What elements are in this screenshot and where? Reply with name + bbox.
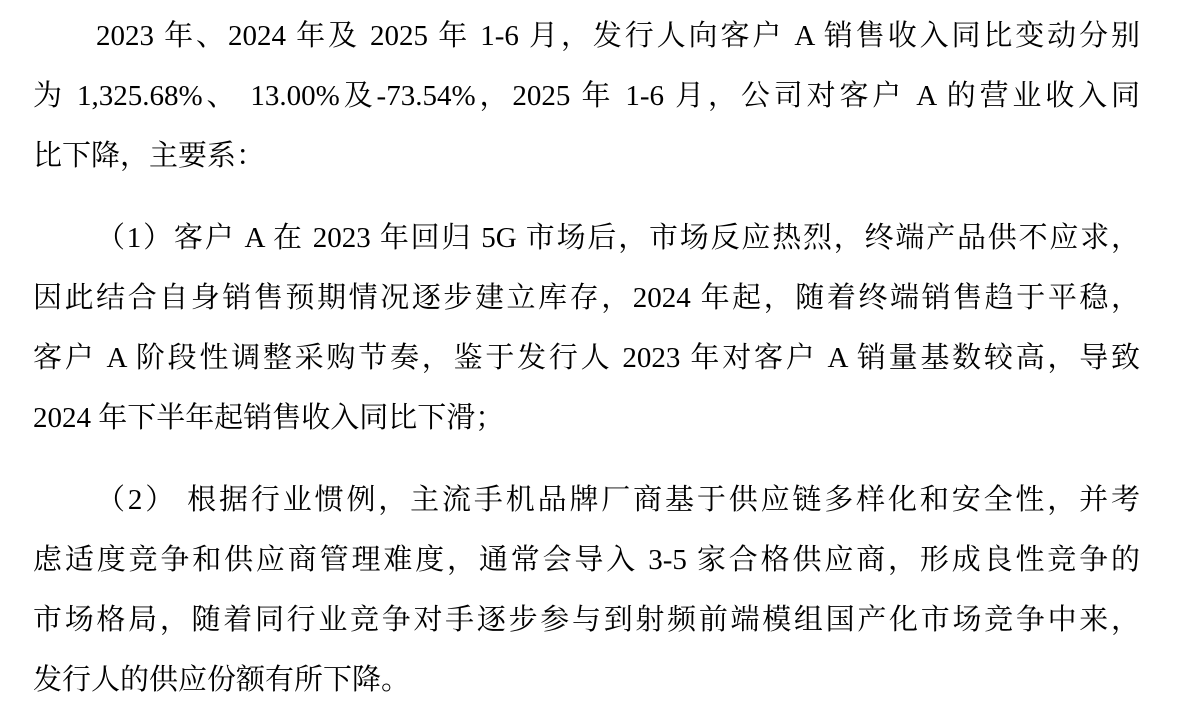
text-line: 发行人的供应份额有所下降。 bbox=[33, 664, 411, 696]
text-line: 2023 年、2024 年及 2025 年 1-6 月，发行人向客户 A 销售收入同比变动分别 bbox=[96, 20, 1140, 52]
text-line: 为 1,325.68%、 13.00%及-73.54%，2025 年 1-6 月，公司对客户 A 的营业收入同 bbox=[33, 80, 1140, 112]
document-body bbox=[33, 6, 1140, 710]
paragraph bbox=[33, 6, 1140, 186]
text-line: 市场格局，随着同行业竞争对手逐步参与到射频前端模组国产化市场竞争中来， bbox=[33, 604, 1140, 636]
paragraph bbox=[33, 208, 1140, 448]
text-line: 客户 A 阶段性调整采购节奏，鉴于发行人 2023 年对客户 A 销量基数较高，导致 bbox=[33, 342, 1140, 374]
text-line: 比下降，主要系： bbox=[33, 140, 266, 172]
text-line: 虑适度竞争和供应商管理难度，通常会导入 3-5 家合格供应商，形成良性竞争的 bbox=[33, 544, 1140, 576]
text-line: 因此结合自身销售预期情况逐步建立库存，2024 年起，随着终端销售趋于平稳， bbox=[33, 282, 1140, 314]
paragraph bbox=[33, 470, 1140, 710]
text-line: 2024 年下半年起销售收入同比下滑； bbox=[33, 402, 505, 434]
text-line: （1）客户 A 在 2023 年回归 5G 市场后，市场反应热烈，终端产品供不应求， bbox=[96, 222, 1140, 254]
text-line: （2） 根据行业惯例，主流手机品牌厂商基于供应链多样化和安全性，并考 bbox=[96, 484, 1140, 516]
